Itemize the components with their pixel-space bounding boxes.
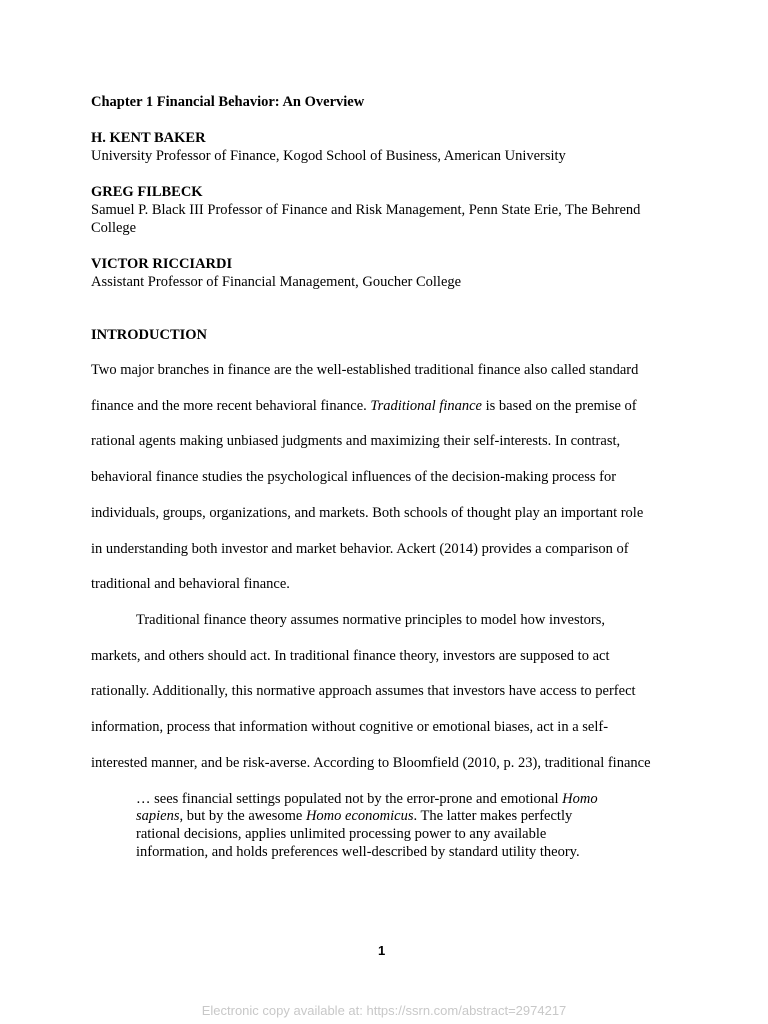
author-affiliation-ricciardi: Assistant Professor of Financial Management, Goucher College [91,274,462,290]
quote-line1-pre: … sees financial settings populated not by the error-prone and emotional [136,791,563,807]
paragraph1-line7: traditional and behavioral finance. [91,576,290,592]
author-name-ricciardi: VICTOR RICCIARDI [91,256,233,272]
quote-sapiens-term: sapiens [136,808,180,824]
paragraph2-line4: information, process that information without cognitive or emotional biases, act in a self- [91,719,609,735]
paragraph1-line2-post: is based on the premise of [481,398,637,414]
paragraph2-line1: Traditional finance theory assumes normative principles to model how investors, [136,612,606,628]
page-number: 1 [378,943,386,958]
paragraph2-line5: interested manner, and be risk-averse. According to Bloomfield (2010, p. 23), traditional finance [91,755,651,771]
section-heading: INTRODUCTION [91,327,208,343]
quote-homo-economicus-term: Homo economicus [305,808,414,824]
author-name-baker: H. KENT BAKER [91,130,206,146]
author-affiliation-filbeck-line2: College [91,220,137,236]
quote-line2-mid: , but by the awesome [179,808,306,824]
paragraph1-line2-pre: finance and the more recent behavioral finance. [91,398,371,414]
paragraph1-line3: rational agents making unbiased judgments and maximizing their self-interests. In contrast, [91,433,621,449]
quote-line2-post: . The latter makes perfectly [413,808,573,824]
paragraph1-line6: in understanding both investor and market behavior. Ackert (2014) provides a comparison of [91,541,629,557]
quote-homo-term: Homo [562,791,598,807]
paragraph2-line2: markets, and others should act. In traditional finance theory, investors are supposed to act [91,648,610,664]
paragraph1-line1: Two major branches in finance are the well-established traditional finance also called standard [91,362,639,378]
traditional-finance-term: Traditional finance [370,398,482,414]
paragraph2-line3: rationally. Additionally, this normative approach assumes that investors have access to perfect [91,683,636,699]
author-name-filbeck: GREG FILBECK [91,184,203,200]
paragraph1-line2 [91,397,637,415]
quote-line1 [136,790,598,808]
paragraph1-line5: individuals, groups, organizations, and markets. Both schools of thought play an important role [91,505,644,521]
author-affiliation-baker: University Professor of Finance, Kogod School of Business, American University [91,148,566,164]
chapter-title: Chapter 1 Financial Behavior: An Overview [91,94,365,110]
quote-line2 [136,807,572,825]
author-affiliation-filbeck-line1: Samuel P. Black III Professor of Finance and Risk Management, Penn State Erie, The Behrend [91,202,641,218]
quote-line3: rational decisions, applies unlimited processing power to any available [136,826,547,842]
paragraph1-line4: behavioral finance studies the psychological influences of the decision-making process for [91,469,617,485]
ssrn-footer: Electronic copy available at: https://ssrn.com/abstract=2974217 [201,1003,567,1018]
quote-line4: information, and holds preferences well-described by standard utility theory. [136,844,580,860]
